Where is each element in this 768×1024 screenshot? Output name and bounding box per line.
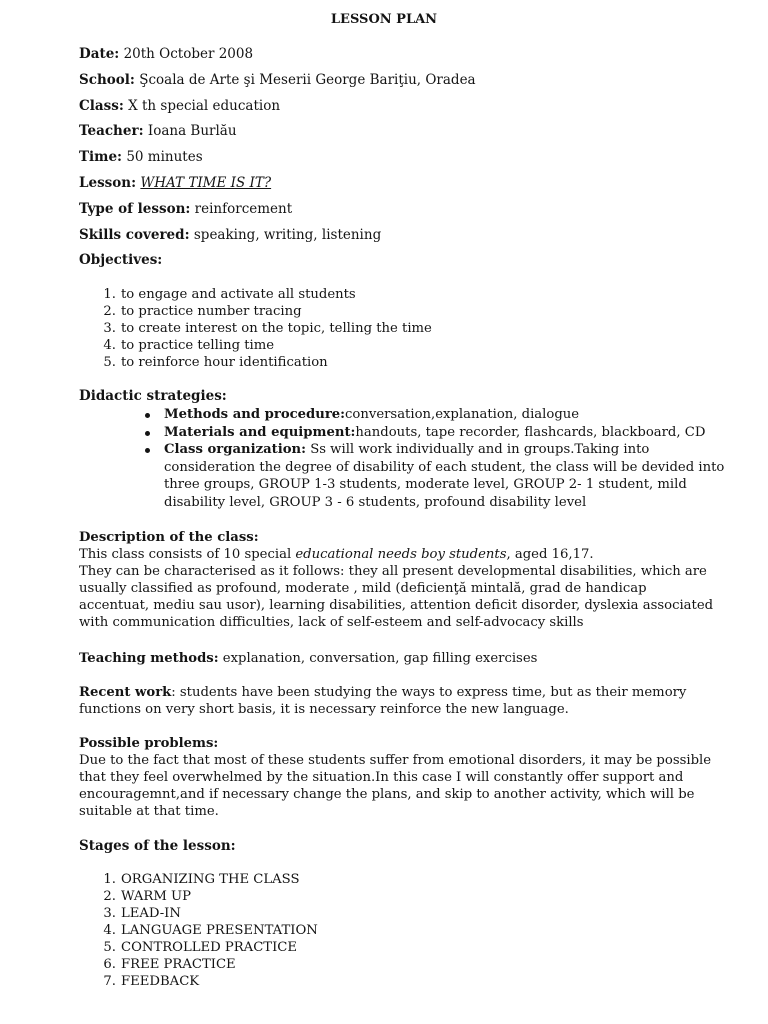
field-value: WHAT TIME IS IT?: [140, 175, 272, 191]
field-label: Objectives:: [79, 252, 163, 268]
list-item: 3. to create interest on the topic, telling the time: [103, 321, 432, 336]
field-value: 50 minutes: [126, 149, 203, 165]
field-date: [79, 46, 253, 62]
field-type-of-lesson: [79, 201, 292, 217]
field-teacher: [79, 123, 237, 139]
section-heading: Possible problems:: [79, 736, 219, 751]
list-item: 5. CONTROLLED PRACTICE: [103, 940, 298, 955]
list-item: 1. ORGANIZING THE CLASS: [103, 872, 300, 887]
field-value: Ioana Burlău: [147, 123, 237, 139]
list-item: 7. FEEDBACK: [103, 974, 200, 989]
list-item: Methods and procedure:conversation,explanation, dialogue: [79, 406, 729, 424]
field-label: Lesson:: [79, 175, 137, 191]
possible-problems: Possible problems: Due to the fact that most of these students suffer from emotional disorders, it may be possible that they feel overwhelmed by the situation.In this case I will constantly offer support and encouragemnt,and if necessary change the plans, and skip to another activity, which will be suitable at that time.: [79, 736, 712, 819]
list-item: 5. to reinforce hour identification: [103, 355, 328, 370]
list-item: 4. to practice telling time: [103, 338, 275, 353]
didactic-heading: Didactic strategies:: [79, 388, 227, 404]
field-label: Skills covered:: [79, 227, 190, 243]
field-school: [79, 72, 476, 88]
field-label: Type of lesson:: [79, 201, 191, 217]
teaching-methods: Teaching methods: explanation, conversation, gap filling exercises: [79, 651, 538, 666]
field-label: Date:: [79, 46, 120, 62]
field-lesson: [79, 175, 271, 191]
field-value: reinforcement: [194, 201, 293, 217]
list-item: 6. FREE PRACTICE: [103, 957, 236, 972]
list-item: Materials and equipment:handouts, tape recorder, flashcards, blackboard, CD: [79, 424, 729, 442]
field-time: [79, 149, 203, 165]
field-value: 20th October 2008: [123, 46, 254, 62]
list-item: 2. to practice number tracing: [103, 304, 302, 319]
didactic-list: [79, 406, 729, 511]
field-value: Şcoala de Arte şi Meserii George Bariţiu, Oradea: [139, 72, 476, 88]
list-item: 1. to engage and activate all students: [103, 287, 356, 302]
field-label: Time:: [79, 149, 123, 165]
recent-work: Recent work: students have been studying the ways to express time, but as their memory functions on very short basis, it is necessary reinforce the new language.: [79, 685, 687, 717]
stages-heading: Stages of the lesson:: [79, 838, 236, 854]
field-value: speaking, writing, listening: [193, 227, 382, 243]
section-heading: Description of the class:: [79, 530, 259, 545]
field-objectives: [79, 252, 162, 268]
document-title: LESSON PLAN: [330, 12, 438, 27]
list-item: 3. LEAD-IN: [103, 906, 181, 921]
stages-list: [79, 871, 318, 990]
field-label: School:: [79, 72, 135, 88]
field-class: [79, 98, 280, 114]
field-label: Class:: [79, 98, 124, 114]
description-section: Description of the class: This class consists of 10 special educational needs boy students, aged 16,17. They can be characterised as it follows: they all present developmental disabilities, which are usually classified as profound, moderate , mild (deficienţă mintală, grad de handicap accentuat, mediu sau usor), learning disabilities, attention deficit disorder, dyslexia associated with communication difficulties, lack of self-esteem and self-advocacy skills: [79, 530, 714, 630]
list-item: 4. LANGUAGE PRESENTATION: [103, 923, 318, 938]
list-item: Class organization: Ss will work individually and in groups.Taking into consideration the degree of disability of each student, the class will be devided into three groups, GROUP 1-3 students, moderate level, GROUP 2- 1 student, mild disability level, GROUP 3 - 6 students, profound disability level: [79, 441, 729, 511]
list-item: 2. WARM UP: [103, 889, 192, 904]
objectives-list: [79, 286, 432, 371]
field-value: X th special education: [128, 98, 281, 114]
field-skills-covered: [79, 227, 381, 243]
field-label: Teacher:: [79, 123, 144, 139]
